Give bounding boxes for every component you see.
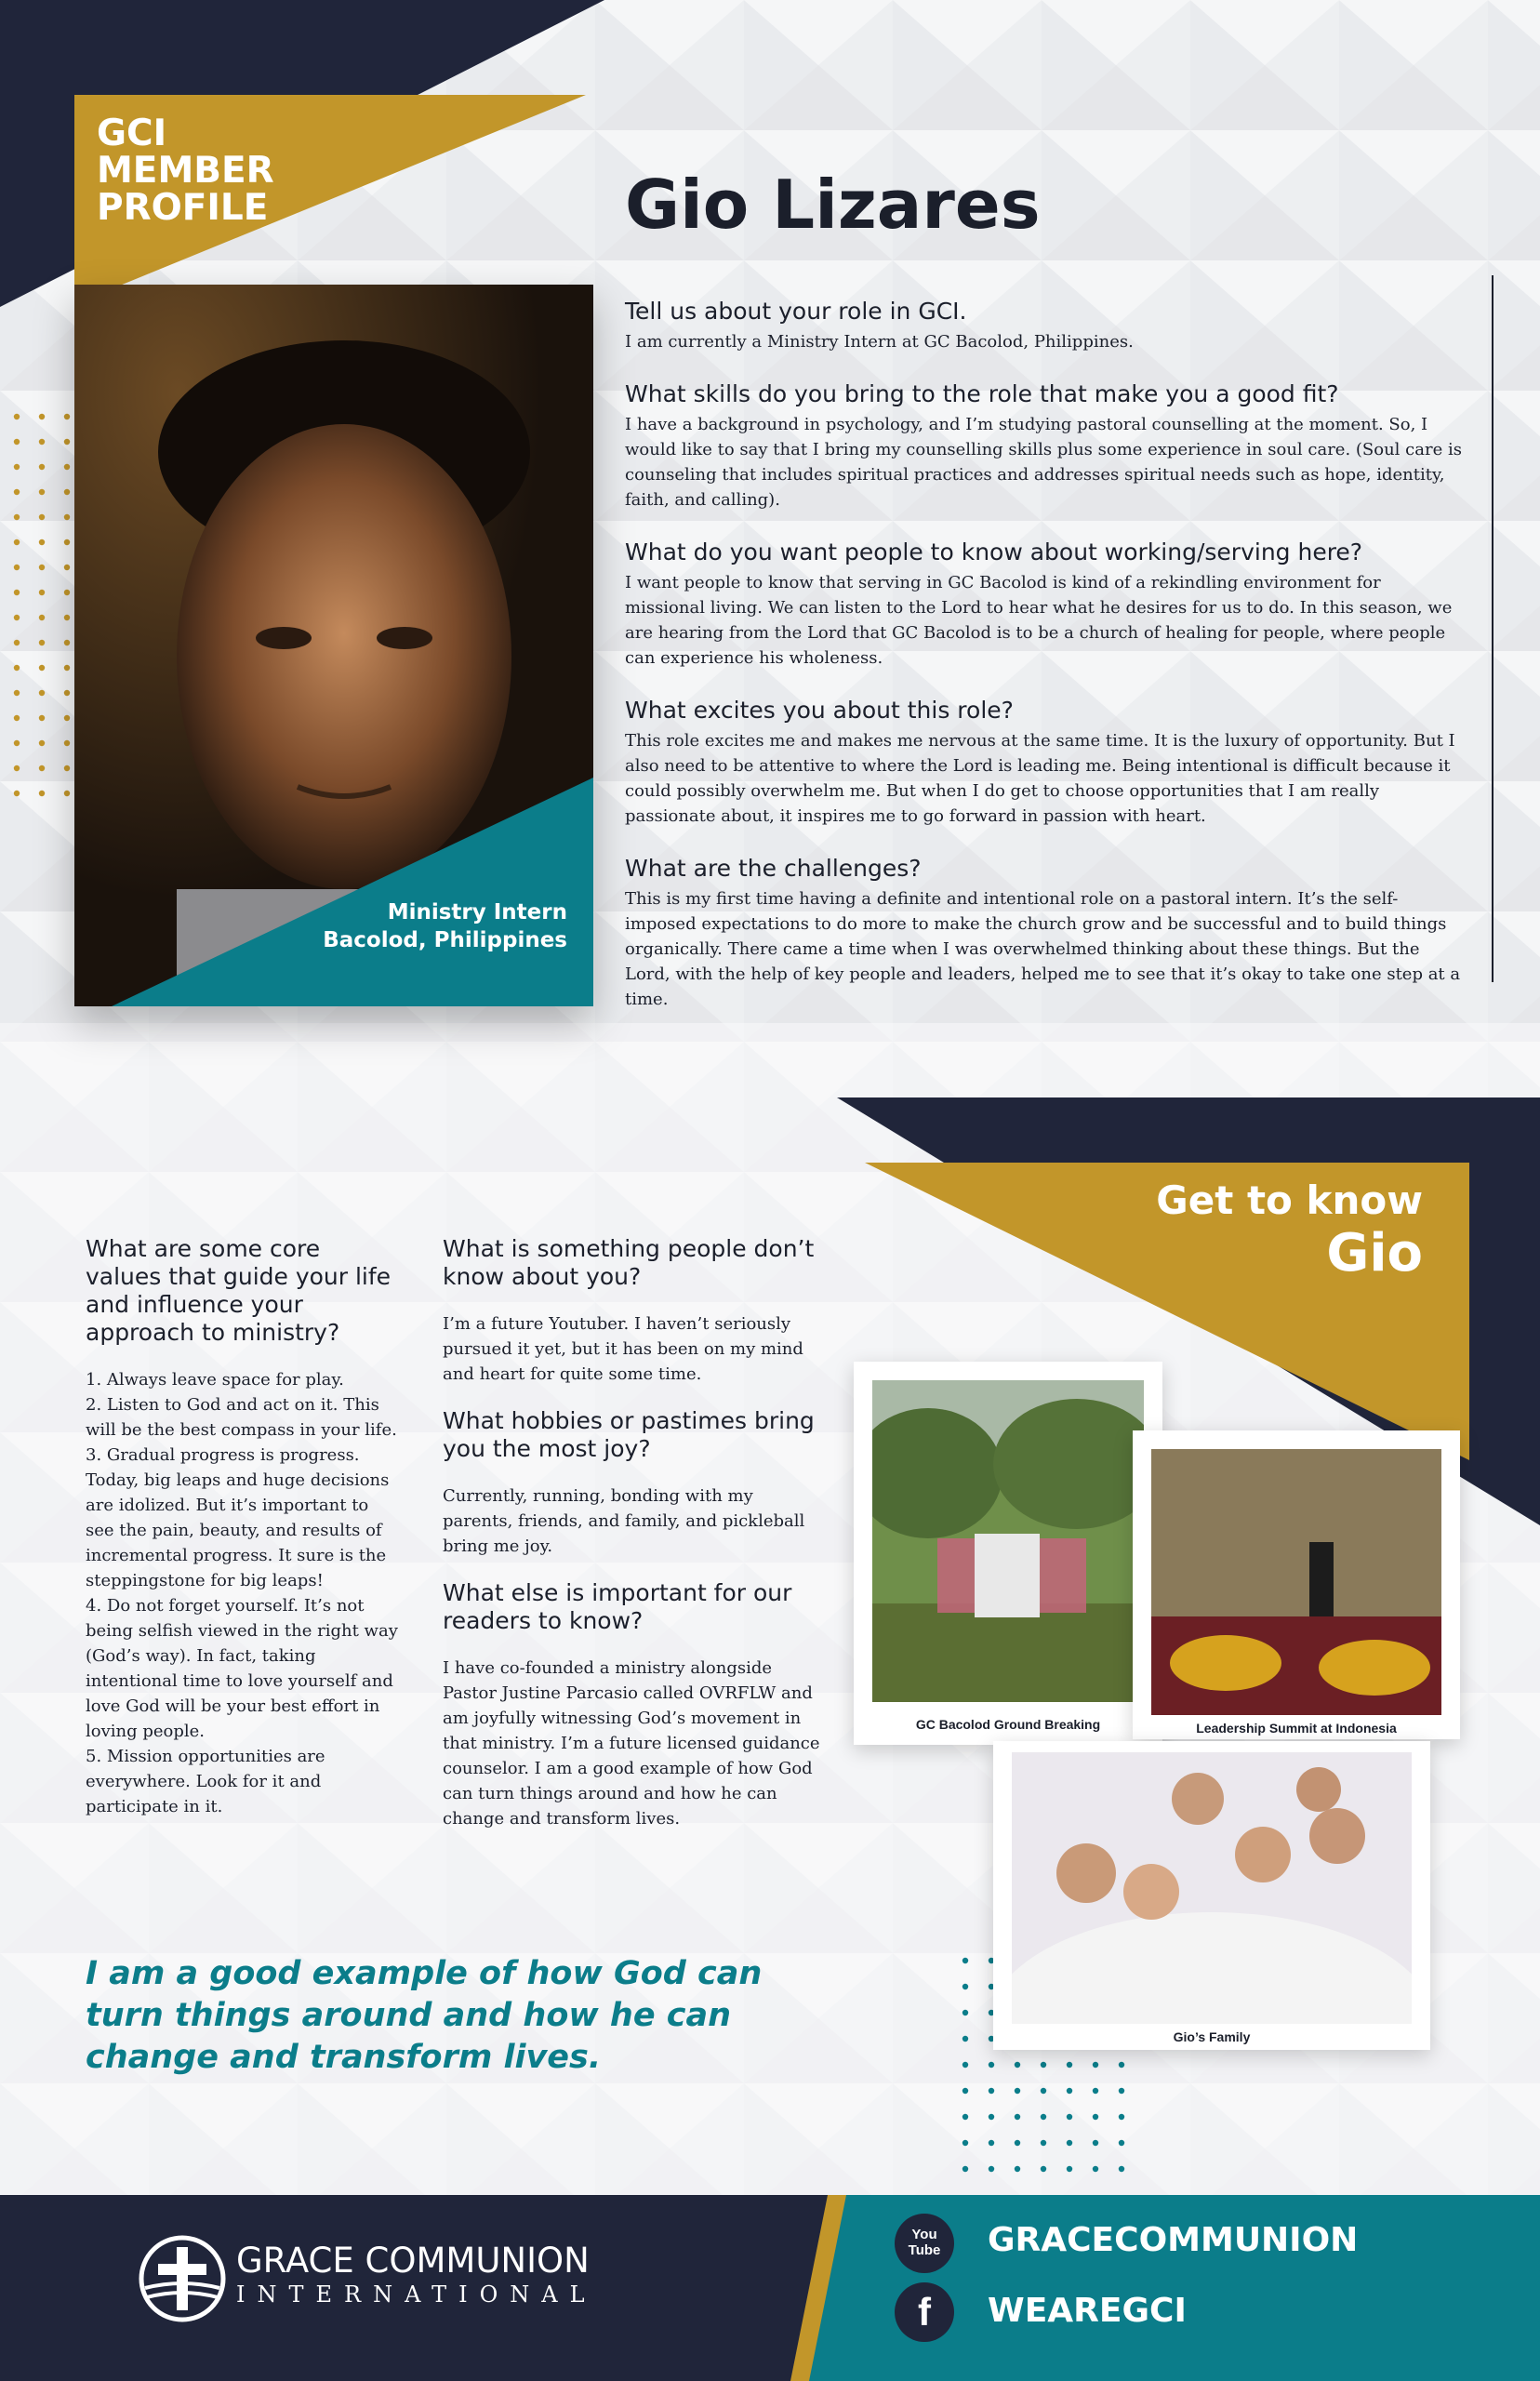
- decor-dot: [989, 2140, 994, 2146]
- decor-dot: [64, 715, 70, 721]
- decor-dot: [962, 2010, 968, 2015]
- decor-dot: [989, 2114, 994, 2120]
- portrait-role: Ministry Intern: [387, 900, 567, 924]
- decor-dot: [39, 514, 45, 520]
- get-to-know-line1: Get to know: [1156, 1177, 1423, 1223]
- interview-question: What excites you about this role?: [625, 697, 1014, 724]
- decor-dot: [962, 2114, 968, 2120]
- decor-dot: [39, 565, 45, 570]
- interview-answer: I want people to know that serving in GC Bacolod is kind of a rekindling environment for missional living. We can listen to the Lord to hear what he desires for us to do. In this season, we are hearing from the Lord that GC Bacolod is to be a church of healing for people, where people can experience his wholeness.: [625, 573, 1453, 668]
- decor-dot: [39, 590, 45, 595]
- photo-caption-family: Gio’s Family: [1173, 2029, 1251, 2044]
- badge-line-1: GCI: [97, 113, 167, 154]
- leadership-summit-image: [1151, 1449, 1441, 1715]
- interview-section: [625, 298, 1462, 1038]
- decor-dot: [14, 640, 20, 645]
- decor-dot: [14, 791, 20, 796]
- decor-dot: [64, 565, 70, 570]
- decor-dot: [39, 715, 45, 721]
- decor-dot: [39, 791, 45, 796]
- decor-dot: [64, 489, 70, 495]
- column-item: [443, 1235, 824, 1387]
- decor-dot: [39, 464, 45, 470]
- decor-dot: [1093, 2114, 1098, 2120]
- decor-dot: [64, 690, 70, 696]
- decor-dot: [39, 439, 45, 445]
- decor-dot: [1093, 2088, 1098, 2094]
- decor-dot: [1015, 2088, 1020, 2094]
- interview-answer: I am currently a Ministry Intern at GC Bacolod, Philippines.: [625, 332, 1134, 352]
- interview-item: [625, 539, 1462, 671]
- decor-dot: [14, 414, 20, 419]
- column-question: What else is important for our readers to know?: [443, 1579, 792, 1634]
- decor-dot: [39, 640, 45, 645]
- photo-leadership-summit: [1133, 1430, 1460, 1739]
- core-values-question: What are some core values that guide your life and influence your approach to ministry?: [86, 1235, 392, 1346]
- decor-dot: [14, 740, 20, 746]
- decor-dot: [962, 1984, 968, 1989]
- decor-dot: [989, 2062, 994, 2068]
- interview-question: What do you want people to know about working/serving here?: [625, 539, 1363, 565]
- column-item: [443, 1579, 824, 1831]
- decor-dot: [1041, 2140, 1046, 2146]
- youtube-icon-label-top: You: [911, 2227, 937, 2242]
- decor-dot: [1067, 2166, 1072, 2172]
- decor-dot: [1093, 2166, 1098, 2172]
- decor-dot: [64, 615, 70, 620]
- interview-question: Tell us about your role in GCI.: [625, 298, 967, 325]
- decor-dot: [14, 565, 20, 570]
- decor-dot: [14, 539, 20, 545]
- decor-dot: [962, 2088, 968, 2094]
- org-name-line1: GRACE COMMUNION: [236, 2241, 590, 2281]
- decor-dot: [39, 615, 45, 620]
- get-to-know-heading: [1088, 1177, 1423, 1284]
- decor-dot: [14, 489, 20, 495]
- decor-dot: [962, 2062, 968, 2068]
- interview-item: [625, 855, 1462, 1012]
- decor-dot: [14, 615, 20, 620]
- decor-dot: [64, 765, 70, 771]
- decor-dot: [1067, 2114, 1072, 2120]
- decor-dot: [64, 640, 70, 645]
- decor-dot: [14, 464, 20, 470]
- decor-dot: [14, 690, 20, 696]
- decor-dot: [1015, 2114, 1020, 2120]
- decor-dot: [39, 539, 45, 545]
- column-answer: Currently, running, bonding with my parents, friends, and family, and pickleball bring me joy.: [443, 1486, 805, 1556]
- photo-ground-breaking: [854, 1362, 1162, 1745]
- decor-dot: [1067, 2062, 1072, 2068]
- member-profile-badge: [97, 115, 274, 227]
- decor-dot: [64, 414, 70, 419]
- interview-question: What are the challenges?: [625, 855, 922, 882]
- family-image: [1012, 1752, 1412, 2024]
- decor-dot: [39, 665, 45, 671]
- decor-dot: [1093, 2140, 1098, 2146]
- decor-dot: [1015, 2166, 1020, 2172]
- decor-dot: [989, 2088, 994, 2094]
- youtube-icon[interactable]: [895, 2214, 954, 2273]
- column-question: What hobbies or pastimes bring you the most joy?: [443, 1407, 815, 1462]
- decor-dot: [39, 765, 45, 771]
- interview-item: [625, 380, 1462, 512]
- interview-item: [625, 697, 1462, 829]
- core-values-column: [86, 1235, 402, 1819]
- gci-cross-globe-icon: [138, 2234, 227, 2323]
- portrait-location: Bacolod, Philippines: [323, 928, 567, 952]
- core-values-answer: 1. Always leave space for play. 2. Listen to God and act on it. This will be the best compass in your life. 3. Gradual progress is progress. Today, big leaps and huge decisions are idolized. But it’s important to see the pain, beauty, and results of incremental progress. It sure is the steppingstone for big leaps! 4. Do not forget yourself. It’s not being selfish viewed in the right way (God’s way). In fact, taking intentional time to love yourself and love God will be your best effort in loving people. 5. Mission opportunities are everywhere. Look for it and participate in it.: [86, 1370, 398, 1816]
- decor-dot: [14, 514, 20, 520]
- decor-dot: [14, 765, 20, 771]
- badge-line-2: MEMBER: [97, 150, 274, 192]
- pull-quote: I am a good example of how God can turn things around and how he can change and transform lives.: [86, 1955, 763, 2076]
- decor-dot: [1015, 2140, 1020, 2146]
- youtube-icon-label-bottom: Tube: [908, 2242, 941, 2258]
- column-question: What is something people don’t know about you?: [443, 1235, 815, 1290]
- facebook-handle[interactable]: WEAREGCI: [988, 2292, 1187, 2330]
- interview-item: [625, 298, 1462, 354]
- gci-wordmark: [236, 2241, 597, 2308]
- decor-dot: [1041, 2114, 1046, 2120]
- decor-dot: [962, 2166, 968, 2172]
- decor-dot: [1015, 2062, 1020, 2068]
- decor-dot: [1093, 2062, 1098, 2068]
- portrait-caption: [323, 898, 567, 954]
- decor-dot: [1041, 2088, 1046, 2094]
- decor-dot: [14, 439, 20, 445]
- interview-question: What skills do you bring to the role that make you a good fit?: [625, 380, 1339, 407]
- middle-column: [443, 1235, 824, 1852]
- org-name-line2: INTERNATIONAL: [236, 2281, 597, 2308]
- portrait-card: [74, 285, 593, 1006]
- photo-caption-ground-breaking: GC Bacolod Ground Breaking: [915, 1717, 1101, 1732]
- decor-dot: [962, 2140, 968, 2146]
- decor-dot: [962, 1958, 968, 1963]
- decor-dot: [39, 740, 45, 746]
- decor-dot: [1119, 2140, 1124, 2146]
- decor-dot: [1119, 2062, 1124, 2068]
- column-answer: I’m a future Youtuber. I haven’t seriously pursued it yet, but it has been on my mind and heart for quite some time.: [443, 1314, 803, 1384]
- decor-dot: [39, 414, 45, 419]
- youtube-handle[interactable]: GRACECOMMUNION: [988, 2221, 1359, 2259]
- decor-dot: [64, 590, 70, 595]
- decor-dot: [14, 590, 20, 595]
- badge-line-3: PROFILE: [97, 187, 269, 229]
- decor-dot: [39, 690, 45, 696]
- decor-dot: [1067, 2088, 1072, 2094]
- decor-dot: [14, 665, 20, 671]
- decor-dot: [64, 791, 70, 796]
- decor-dot: [64, 464, 70, 470]
- decor-dot: [1119, 2088, 1124, 2094]
- decor-dot: [64, 514, 70, 520]
- interview-divider: [1492, 275, 1494, 982]
- decor-dot: [39, 489, 45, 495]
- decor-dot: [1119, 2114, 1124, 2120]
- interview-answer: This is my first time having a definite and intentional role on a pastoral intern. It’s the self-imposed expectations to do more to make the church grow and be successful and to build things organically. There came a time when I was overwhelmed thinking about these things. But the Lord, with the help of key people and leaders, helped me to see that it’s okay to take one step at a time.: [625, 889, 1461, 1009]
- decor-dot: [1067, 2140, 1072, 2146]
- member-name: Gio Lizares: [625, 166, 1041, 244]
- facebook-icon[interactable]: f: [895, 2282, 954, 2342]
- decor-dot: [64, 539, 70, 545]
- column-item: [443, 1407, 824, 1559]
- decor-dot: [1041, 2062, 1046, 2068]
- decor-dot: [64, 665, 70, 671]
- decor-dot: [14, 715, 20, 721]
- decor-dot: [962, 2036, 968, 2042]
- decor-dot: [64, 439, 70, 445]
- get-to-know-line2: Gio: [1326, 1223, 1423, 1284]
- interview-answer: This role excites me and makes me nervous at the same time. It is the luxury of opportunity. But I also need to be attentive to where the Lord is leading me. Being intentional is difficult because it could possibly overwhelm me. But when I do get to choose opportunities that I am really passionate about, it inspires me to go forward in passion with heart.: [625, 731, 1455, 826]
- decor-dot: [1119, 2166, 1124, 2172]
- interview-answer: I have a background in psychology, and I’m studying pastoral counselling at the moment. So, I would like to say that I bring my counselling skills plus some experience in soul care. (Soul care is counseling that includes spiritual practices and addresses spiritual needs such as hope, identity, faith, and calling).: [625, 415, 1462, 510]
- portrait-caption-bg: [112, 778, 593, 1006]
- photo-family: [993, 1741, 1430, 2050]
- decor-dot: [64, 740, 70, 746]
- ground-breaking-image: [872, 1380, 1144, 1702]
- column-answer: I have co-founded a ministry alongside Pastor Justine Parcasio called OVRFLW and am joyfully witnessing God’s movement in that ministry. I’m a future licensed guidance counselor. I am a good example of how God can turn things around and how he can change and transform lives.: [443, 1658, 820, 1829]
- decor-dot: [989, 2166, 994, 2172]
- photo-caption-leadership-summit: Leadership Summit at Indonesia: [1196, 1721, 1397, 1736]
- decor-dot: [1041, 2166, 1046, 2172]
